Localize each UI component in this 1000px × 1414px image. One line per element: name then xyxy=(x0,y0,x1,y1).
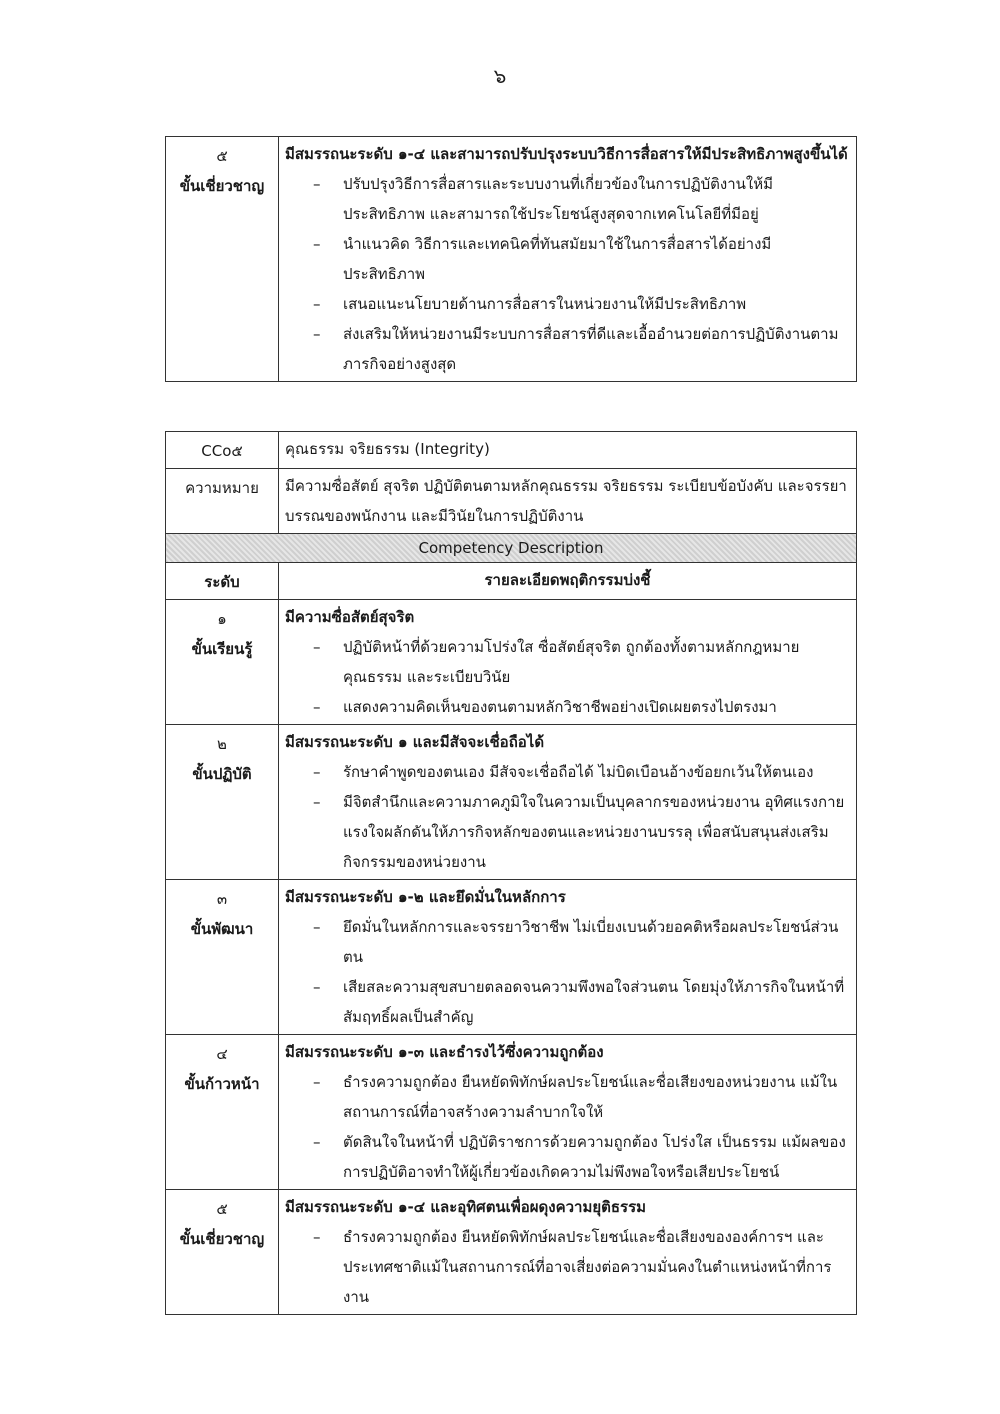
table-row xyxy=(166,1190,857,1315)
level-number: ๒ xyxy=(217,735,227,753)
competency-title: คุณธรรม จริยธรรม (Integrity) xyxy=(279,432,857,469)
level-name: ขั้นเรียนรู้ xyxy=(191,640,253,658)
bullet-list xyxy=(285,169,850,379)
level-number: ๕ xyxy=(216,1200,228,1218)
level-number: ๔ xyxy=(216,1045,228,1063)
table-row xyxy=(166,534,857,563)
table-row xyxy=(166,1035,857,1190)
bullet-list xyxy=(285,757,850,877)
table-row xyxy=(166,137,857,382)
level-heading: มีสมรรถนะระดับ ๑-๔ และอุทิศตนเพื่อผดุงความยุติธรรม xyxy=(285,1198,647,1216)
level-heading: มีสมรรถนะระดับ ๑-๔ และสามารถปรับปรุงระบบวิธีการสื่อสารให้มีประสิทธิภาพสูงขึ้นได้ xyxy=(285,145,848,163)
bullet-list xyxy=(285,1222,850,1312)
list-item: – ตัดสินใจในหน้าที่ ปฏิบัติราชการด้วยความถูกต้อง โปร่งใส เป็นธรรม แม้ผลของการปฏิบัติอาจทำให้ผู้เกี่ยวข้องเกิดความไม่พึงพอใจหรือเสียประโยชน์ xyxy=(313,1127,850,1187)
list-item: – ส่งเสริมให้หน่วยงานมีระบบการสื่อสารที่ดีและเอื้ออำนวยต่อการปฏิบัติงานตามภารกิจอย่างสูงสุด xyxy=(313,319,850,379)
table-row xyxy=(166,563,857,600)
list-item: – รักษาคำพูดของตนเอง มีสัจจะเชื่อถือได้ ไม่บิดเบือนอ้างข้อยกเว้นให้ตนเอง xyxy=(313,757,850,787)
meaning-text: มีความซื่อสัตย์ สุจริต ปฏิบัติตนตามหลักคุณธรรม จริยธรรม ระเบียบข้อบังคับ และจรรยาบรรณของพนักงาน และมีวินัยในการปฏิบัติงาน xyxy=(279,469,857,534)
level-cell xyxy=(166,725,279,880)
list-item: – ปรับปรุงวิธีการสื่อสารและระบบงานที่เกี่ยวข้องในการปฏิบัติงานให้มีประสิทธิภาพ และสามารถใช้ประโยชน์สูงสุดจากเทคโนโลยีที่มีอยู่ xyxy=(313,169,850,229)
table-row xyxy=(166,469,857,534)
level-cell xyxy=(166,1035,279,1190)
level-number: ๕ xyxy=(216,147,228,165)
detail-cell xyxy=(279,137,857,382)
level-heading: มีความซื่อสัตย์สุจริต xyxy=(285,608,415,626)
list-item: – ธำรงความถูกต้อง ยืนหยัดพิทักษ์ผลประโยชน์และชื่อเสียงขององค์การฯ และประเทศชาติแม้ในสถานการณ์ที่อาจเสี่ยงต่อความมั่นคงในตำแหน่งหน้าที่การงาน xyxy=(313,1222,850,1312)
description-header: Competency Description xyxy=(166,534,857,563)
table-row xyxy=(166,725,857,880)
table-row xyxy=(166,432,857,469)
bullet-list xyxy=(285,632,850,722)
competency-table xyxy=(165,431,857,1315)
list-item: – ธำรงความถูกต้อง ยืนหยัดพิทักษ์ผลประโยชน์และชื่อเสียงของหน่วยงาน แม้ในสถานการณ์ที่อาจสร้างความลำบากใจให้ xyxy=(313,1067,850,1127)
top-continuation-table xyxy=(165,136,857,382)
level-name: ขั้นปฏิบัติ xyxy=(192,765,252,783)
bullet-list xyxy=(285,1067,850,1187)
detail-cell xyxy=(279,880,857,1035)
detail-cell xyxy=(279,600,857,725)
level-name: ขั้นเชี่ยวชาญ xyxy=(179,177,265,195)
list-item: – มีจิตสำนึกและความภาคภูมิใจในความเป็นบุคลากรของหน่วยงาน อุทิศแรงกายแรงใจผลักดันให้ภารกิจหลักของตนและหน่วยงานบรรลุ เพื่อสนับสนุนส่งเสริมกิจกรรมของหน่วยงาน xyxy=(313,787,850,877)
level-heading: มีสมรรถนะระดับ ๑-๒ และยึดมั่นในหลักการ xyxy=(285,888,566,906)
list-item: – เสนอแนะนโยบายด้านการสื่อสารในหน่วยงานให้มีประสิทธิภาพ xyxy=(313,289,850,319)
level-number: ๓ xyxy=(216,890,228,908)
detail-cell xyxy=(279,1035,857,1190)
level-name: ขั้นก้าวหน้า xyxy=(184,1075,260,1093)
level-cell xyxy=(166,600,279,725)
table-row xyxy=(166,880,857,1035)
list-item: – เสียสละความสุขสบายตลอดจนความพึงพอใจส่วนตน โดยมุ่งให้ภารกิจในหน้าที่สัมฤทธิ์ผลเป็นสำคัญ xyxy=(313,972,850,1032)
list-item: – ยึดมั่นในหลักการและจรรยาวิชาชีพ ไม่เบี่ยงเบนด้วยอคติหรือผลประโยชน์ส่วนตน xyxy=(313,912,850,972)
meaning-label: ความหมาย xyxy=(166,469,279,534)
column-header-level: ระดับ xyxy=(166,563,279,600)
level-cell xyxy=(166,137,279,382)
list-item: – นำแนวคิด วิธีการและเทคนิคที่ทันสมัยมาใช้ในการสื่อสารได้อย่างมีประสิทธิภาพ xyxy=(313,229,850,289)
column-header-detail: รายละเอียดพฤติกรรมบ่งชี้ xyxy=(279,563,857,600)
level-cell xyxy=(166,880,279,1035)
bullet-list xyxy=(285,912,850,1032)
level-heading: มีสมรรถนะระดับ ๑ และมีสัจจะเชื่อถือได้ xyxy=(285,733,545,751)
level-heading: มีสมรรถนะระดับ ๑-๓ และธำรงไว้ซึ่งความถูกต้อง xyxy=(285,1043,604,1061)
competency-code: CCo๕ xyxy=(166,432,279,469)
level-name: ขั้นเชี่ยวชาญ xyxy=(179,1230,265,1248)
level-number: ๑ xyxy=(217,610,227,628)
list-item: – ปฏิบัติหน้าที่ด้วยความโปร่งใส ซื่อสัตย์สุจริต ถูกต้องทั้งตามหลักกฎหมาย คุณธรรม และระเบียบวินัย xyxy=(313,632,850,692)
table-row xyxy=(166,600,857,725)
level-cell xyxy=(166,1190,279,1315)
list-item: – แสดงความคิดเห็นของตนตามหลักวิชาชีพอย่างเปิดเผยตรงไปตรงมา xyxy=(313,692,850,722)
level-name: ขั้นพัฒนา xyxy=(190,920,254,938)
detail-cell xyxy=(279,725,857,880)
page-number: ๖ xyxy=(493,64,507,88)
detail-cell xyxy=(279,1190,857,1315)
